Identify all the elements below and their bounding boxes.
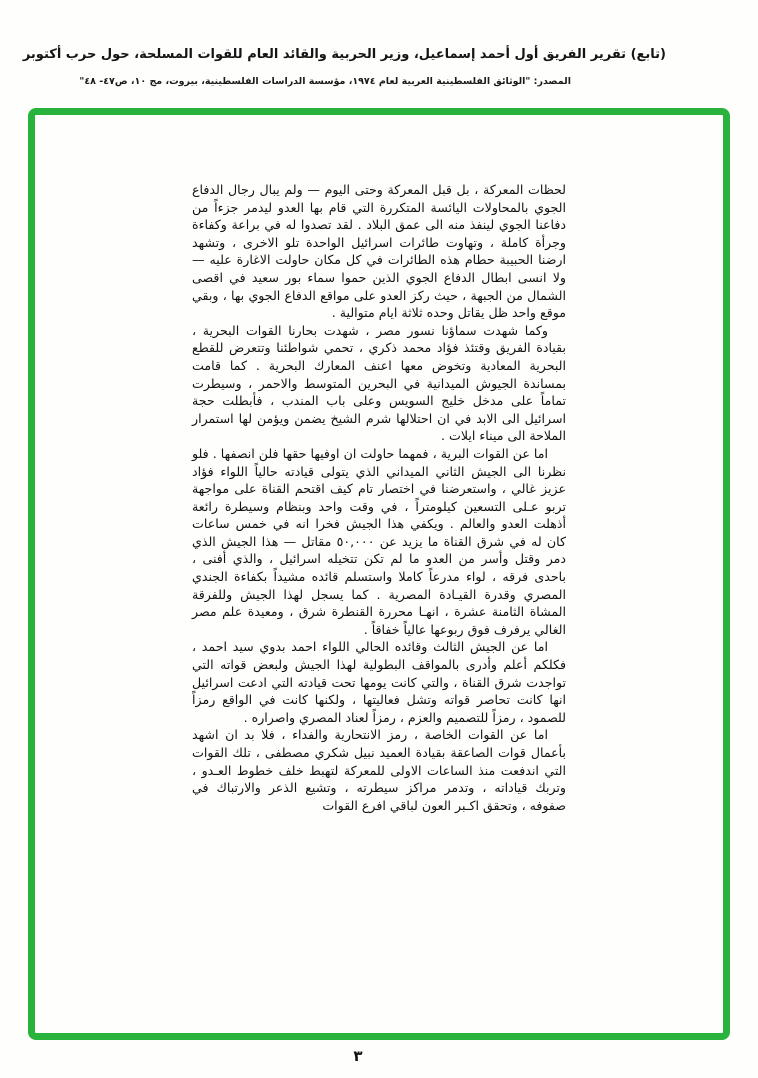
paragraph: وكما شهدت سماؤنا نسور مصر ، شهدت بحارنا القوات البحرية ، بقيادة الفريق وقتئذ فؤاد محمد ذكري ، تحمي شواطئنا وتتعرض للقطع البحرية المعادية وتخوض معها اعنف المعارك البحرية . كما قامت بمساندة الجيوش الميدانية في البحرين المتوسط والاحمر ، وسيطرت تماماً على مدخل خليج السويس وعلى باب المندب ، فأبطلت حجة اسرائيل الى الابد في ان احتلالها شرم الشيخ يضمن ويؤمن لها استمرار الملاحة الى ميناء ايلات . (192, 322, 566, 444)
document-source-line: المصدر: "الوثائق الفلسطينية العربية لعام ١٩٧٤، مؤسسة الدراسات الفلسطينية، بيروت، مج ١٠، ص٤٧- ٤٨" (79, 76, 571, 87)
paragraph: اما عن القوات الخاصة ، رمز الانتحارية والفداء ، فلا بد ان اشهد بأعمال قوات الصاعقة بقيادة العميد نبيل شكري مصطفى ، تلك القوات التي اندفعت منذ الساعات الاولى للمعركة لتهبط خلف خطوط العـدو ، وتربك قياداته ، وتدمر مراكز سيطرته ، وتشيع الذعر والارتباك في صفوفه ، وتحقق اكـبر العون لباقي افرع القوات (192, 727, 566, 813)
document-header-title: (تابع) تقرير الفريق أول أحمد إسماعيل، وزير الحربية والقائد العام للقوات المسلحة، حول حرب أكتوبر (22, 47, 666, 62)
paragraph: اما عن الجيش الثالث وقائده الحالي اللواء احمد بدوي سيد احمد ، فكلكم أعلم وأدرى بالمواقف البطولية لهذا الجيش ولبعض قواته التي تواجدت شرق القناة ، والتي كانت يومها تحت قيادته التي ادعت اسرائيل انها كانت تحاصر قواته وتشل فعاليتها ، ولكنها كانت في الواقع رمزاً للصمود ، رمزاً للتصميم والعزم ، رمزاً لعناد المصري واصراره . (192, 639, 566, 725)
paragraph: لحظات المعركة ، بل قبل المعركة وحتى اليوم — ولم يبال رجال الدفاع الجوي بالمحاولات اليائسة المتكررة التي قام بها العدو ليدمر جزءاً من دفاعنا الجوي لينفذ منه الى عمق البلاد . لقد تصدوا له في براعة وكفاءة وجرأة كاملة ، وتهاوت طائرات اسرائيل الواحدة تلو الاخرى ، وتشهد ارضنا الحبيبة حطام هذه الطائرات في كل مكان حاولت الاغارة عليه — ولا انسى ابطال الدفاع الجوي الذين حموا سماء بور سعيد في اقصى الشمال من الجبهة ، حيث ركز العدو على مواقع الدفاع الجوي بها ، وبقي موقع واحد ظل يقاتل وحده ثلاثة ايام متوالية . (192, 182, 566, 321)
page-number: ٣ (353, 1047, 363, 1065)
paragraph: اما عن القوات البرية ، فمهما حاولت ان اوفيها حقها فلن انصفها . فلو نظرنا الى الجيش الثاني الميداني الذي يتولى قيادته حالياً اللواء فؤاد عزيز غالي ، واستعرضنا في اختصار تام كيف اقتحم القناة على مواجهة تربو عـلى التسعين كيلومتراً ، في وقت واحد وبنظام وسيطرة رائعة أذهلت العدو والعالم . ويكفي هذا الجيش فخرا انه في خمس ساعات كان له في شرق القناة ما يزيد عن ٥٠,٠٠٠ مقاتل — هذا الجيش الذي دمر وقتل وأسر من العدو ما لم تكن تتخيله اسرائيل ، والذي أفنى ، باحدى فرقه ، لواء مدرعاً كاملا واستسلم قائده مشيداً بكفاءة الجندي المصري وقدرة القيـادة المصرية . كما يسجل لهذا الجيش وللفرقة المشاة الثامنة عشرة ، انهـا محررة القنطرة شرق ، ومعيدة علم مصر الغالي يرفرف فوق ربوعها عالياً خفاقاً . (192, 445, 566, 637)
document-body (192, 181, 566, 814)
